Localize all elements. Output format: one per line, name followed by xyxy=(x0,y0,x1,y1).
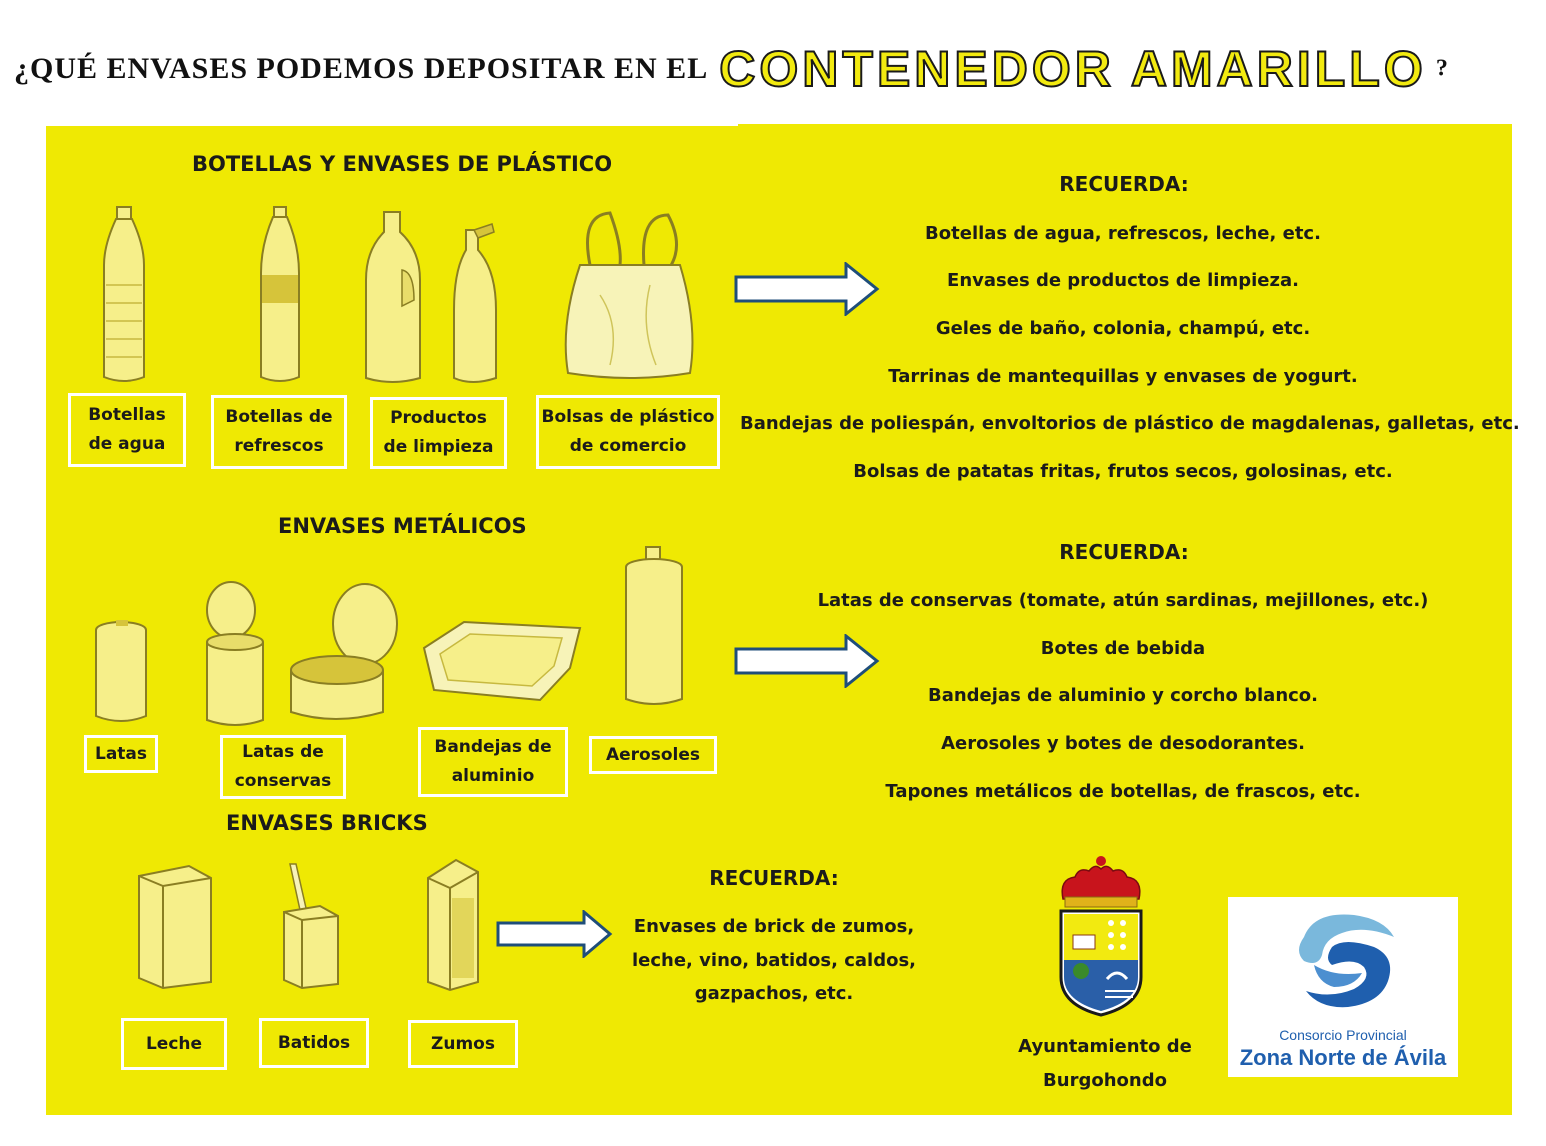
plastic-bag-icon xyxy=(560,205,700,385)
label-line: Bandejas de xyxy=(434,737,552,757)
plastic-recuerda-item: Envases de productos de limpieza. xyxy=(947,270,1299,291)
coat-of-arms-logo xyxy=(1055,855,1147,1023)
label-soda-bottles xyxy=(211,395,347,469)
metal-recuerda-item: Botes de bebida xyxy=(1040,638,1206,659)
label-line: conservas xyxy=(234,771,332,791)
bricks-recuerda-line: gazpachos, etc. xyxy=(694,983,854,1004)
cleaning-bottles-icon xyxy=(362,210,502,385)
label-line: Latas xyxy=(94,743,148,764)
plastic-recuerda-item: Tarrinas de mantequillas y envases de yogurt. xyxy=(888,366,1358,387)
label-plastic-bags xyxy=(536,395,720,469)
gable-carton-icon xyxy=(420,858,484,992)
label-line: aluminio xyxy=(451,766,535,786)
bricks-recuerda-line: Envases de brick de zumos, xyxy=(633,916,915,937)
ayuntamiento-line: Ayuntamiento de xyxy=(1018,1036,1192,1057)
bricks-recuerda-line: leche, vino, batidos, caldos, xyxy=(631,950,917,971)
label-line: refrescos xyxy=(234,436,324,456)
metal-recuerda-item: Tapones metálicos de botellas, de frascos, etc. xyxy=(885,781,1361,802)
juice-box-icon xyxy=(276,862,344,990)
label-line: Leche xyxy=(145,1033,203,1054)
label-line: Botellas xyxy=(88,405,166,425)
plastic-recuerda-item: Bandejas de poliespán, envoltorios de plástico de magdalenas, galletas, etc. xyxy=(740,413,1520,434)
consorcio-emblem-icon xyxy=(1284,907,1404,1015)
water-bottle-icon xyxy=(96,205,152,385)
label-line: Bolsas de plástico xyxy=(541,407,715,427)
label-milk xyxy=(121,1018,227,1070)
plastic-heading: BOTELLAS Y ENVASES DE PLÁSTICO xyxy=(192,152,613,176)
panel-notch xyxy=(46,124,738,126)
plastic-recuerda-item: Bolsas de patatas fritas, frutos secos, golosinas, etc. xyxy=(853,461,1393,482)
plastic-recuerda-title: RECUERDA: xyxy=(1059,172,1189,196)
label-aerosols xyxy=(589,736,717,774)
label-aluminium-trays xyxy=(418,727,568,797)
ayuntamiento-line: Burgohondo xyxy=(1043,1070,1167,1091)
label-line: Aerosoles xyxy=(605,744,701,765)
label-line: Latas de xyxy=(242,742,324,762)
label-line: Productos xyxy=(390,408,487,428)
label-water-bottles xyxy=(68,393,186,467)
label-juices xyxy=(408,1020,518,1068)
title-highlight: CONTENEDOR AMARILLO xyxy=(719,41,1427,97)
plastic-recuerda-item: Geles de baño, colonia, champú, etc. xyxy=(935,318,1311,339)
aerosol-icon xyxy=(622,545,686,711)
can-icon xyxy=(92,618,150,728)
label-cleaning-products xyxy=(370,397,507,469)
metal-recuerda-item: Aerosoles y botes de desodorantes. xyxy=(941,733,1305,754)
label-cans xyxy=(84,735,158,773)
label-line: de comercio xyxy=(569,436,687,456)
consorcio-line1: Consorcio Provincial xyxy=(1279,1027,1407,1043)
label-line: Botellas de xyxy=(225,407,333,427)
label-line: de agua xyxy=(88,434,166,454)
plastic-recuerda-item: Botellas de agua, refrescos, leche, etc. xyxy=(925,223,1321,244)
bricks-recuerda-title: RECUERDA: xyxy=(709,866,839,890)
arrow-right-icon xyxy=(496,910,614,958)
milk-brick-icon xyxy=(133,862,215,990)
label-line: de limpieza xyxy=(383,437,494,457)
metal-heading: ENVASES METÁLICOS xyxy=(278,514,527,538)
consorcio-logo xyxy=(1228,897,1458,1077)
metal-recuerda-item: Bandejas de aluminio y corcho blanco. xyxy=(927,685,1319,706)
tin-cans-icon xyxy=(195,580,405,730)
soda-bottle-icon xyxy=(255,205,305,385)
bricks-heading: ENVASES BRICKS xyxy=(226,811,428,835)
aluminium-tray-icon xyxy=(420,618,584,704)
metal-recuerda-item: Latas de conservas (tomate, atún sardinas, mejillones, etc.) xyxy=(817,590,1429,611)
label-shakes xyxy=(259,1018,369,1068)
page-title xyxy=(14,40,1544,110)
title-prefix: ¿QUÉ ENVASES PODEMOS DEPOSITAR EN EL xyxy=(14,52,709,85)
label-line: Batidos xyxy=(277,1032,351,1053)
metal-recuerda-title: RECUERDA: xyxy=(1059,540,1189,564)
label-tin-cans xyxy=(220,735,346,799)
consorcio-line2: Zona Norte de Ávila xyxy=(1239,1045,1447,1070)
title-suffix: ? xyxy=(1435,55,1449,82)
label-line: Zumos xyxy=(431,1033,495,1054)
